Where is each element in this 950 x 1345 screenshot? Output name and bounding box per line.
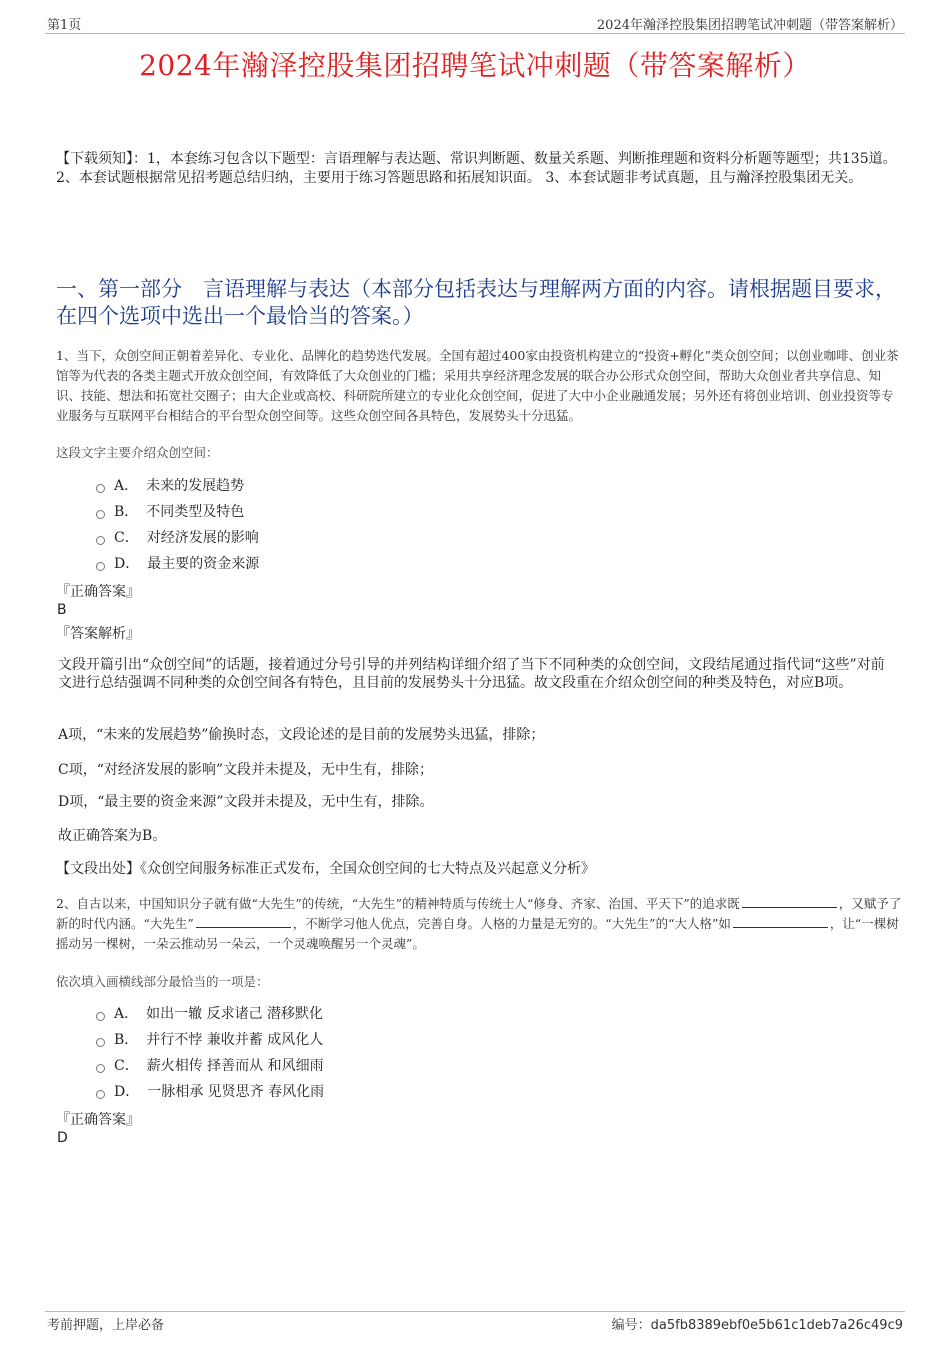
option-text: 一脉相承 见贤思齐 春风化雨 bbox=[147, 1084, 325, 1100]
question-1-option-d[interactable] bbox=[96, 550, 259, 576]
question-2-text-part: ，又赋予了新的时代内涵。“大先生” bbox=[56, 896, 902, 931]
question-2-answer: D bbox=[57, 1130, 68, 1146]
question-2-text bbox=[56, 894, 904, 954]
question-1-answer-label: 『正确答案』 bbox=[56, 584, 140, 600]
option-text: 如出一辙 反求诸己 潜移默化 bbox=[146, 1006, 324, 1022]
header-divider bbox=[45, 33, 905, 34]
question-1-options bbox=[96, 472, 259, 576]
question-2-option-c[interactable] bbox=[96, 1052, 324, 1078]
question-1-source: 【文段出处】《众创空间服务标准正式发布，全国众创空间的七大特点及兴起意义分析》 bbox=[56, 861, 595, 877]
option-text: 对经济发展的影响 bbox=[146, 530, 259, 546]
option-letter: A． bbox=[114, 478, 139, 494]
question-1-analysis-main: 文段开篇引出“众创空间”的话题，接着通过分号引导的并列结构详细介绍了当下不同种类的众创空间，文段结尾通过指代词“这些”对前文进行总结强调不同种类的众创空间各有特色，且目前的发展势头十分迅猛。故文段重在介绍众创空间的种类及特色，对应B项。 bbox=[58, 657, 885, 691]
footer-code bbox=[612, 1314, 903, 1333]
option-text: 并行不悖 兼收并蓄 成风化人 bbox=[146, 1032, 324, 1048]
option-letter: B． bbox=[114, 504, 139, 520]
option-text: 未来的发展趋势 bbox=[146, 478, 245, 494]
radio-icon[interactable] bbox=[96, 510, 105, 519]
question-1-answer: B bbox=[57, 602, 67, 618]
footer-code-label: 编号： bbox=[611, 1318, 651, 1333]
question-1-analysis-c: C项，“对经济发展的影响”文段并未提及，无中生有，排除； bbox=[58, 762, 434, 778]
option-letter: C． bbox=[114, 530, 139, 546]
question-2-option-a[interactable] bbox=[96, 1000, 324, 1026]
option-letter: D． bbox=[114, 556, 140, 572]
question-1-text: 1、当下，众创空间正朝着差异化、专业化、品牌化的趋势迭代发展。全国有超过400家由投资机构建立的“投资+孵化”类众创空间；以创业咖啡、创业茶馆等为代表的各类主题式开放众创空间，有效降低了大众创业的门槛；采用共享经济理念发展的联合办公形式众创空间，帮助大众创业者共享信息、知识、技能、想法和拓宽社交圈子；由大企业或高校、科研院所建立的专业化众创空间，促进了大中小企业融通发展；另外还有将创业培训、创业投资等专业服务与互联网平台相结合的平台型众创空间等。这些众创空间各具特色，发展势头十分迅猛。 bbox=[56, 348, 899, 423]
question-1-prompt: 这段文字主要介绍众创空间： bbox=[56, 445, 219, 460]
question-2-text-part: 2、自古以来，中国知识分子就有做“大先生”的传统，“大先生”的精神特质与传统士人“修身、齐家、治国、平天下”的追求既 bbox=[56, 896, 740, 911]
radio-icon[interactable] bbox=[96, 1090, 105, 1099]
question-2-text-part: ，让“一棵树摇动另一棵树，一朵云推动另一朵云，一个灵魂唤醒另一个灵魂”。 bbox=[56, 916, 899, 951]
footer-divider bbox=[45, 1311, 905, 1312]
question-2-options bbox=[96, 1000, 324, 1104]
radio-icon[interactable] bbox=[96, 484, 105, 493]
option-letter: D． bbox=[114, 1084, 140, 1100]
fill-blank bbox=[733, 915, 828, 928]
radio-icon[interactable] bbox=[96, 536, 105, 545]
option-text: 不同类型及特色 bbox=[146, 504, 245, 520]
radio-icon[interactable] bbox=[96, 1012, 105, 1021]
question-1-option-c[interactable] bbox=[96, 524, 259, 550]
question-1-option-b[interactable] bbox=[96, 498, 259, 524]
radio-icon[interactable] bbox=[96, 1064, 105, 1073]
header-page-number: 第1页 bbox=[47, 18, 82, 33]
download-notice: 【下载须知】：1，本套练习包含以下题型：言语理解与表达题、常识判断题、数量关系题、判断推理题和资料分析题等题型；共135道。 2、本套试题根据常见招考题总结归纳，主要用于练习答题思路和拓展知识面。 3、本套试题非考试真题，且与瀚泽控股集团无关。 bbox=[56, 151, 897, 186]
fill-blank bbox=[196, 915, 291, 928]
question-2-text-part: ，不断学习他人优点，完善自身。人格的力量是无穷的。“大先生”的“大人格”如 bbox=[292, 916, 731, 931]
section-heading: 一、第一部分 言语理解与表达（本部分包括表达与理解两方面的内容。请根据题目要求，在四个选项中选出一个最恰当的答案。） bbox=[56, 277, 896, 328]
fill-blank bbox=[742, 895, 837, 908]
footer-code-value: da5fb8389ebf0e5b61c1deb7a26c49c9 bbox=[650, 1318, 903, 1333]
question-1-analysis-d: D项，“最主要的资金来源”文段并未提及，无中生有，排除。 bbox=[58, 794, 434, 810]
radio-icon[interactable] bbox=[96, 562, 105, 571]
option-text: 最主要的资金来源 bbox=[147, 556, 260, 572]
question-1-analysis-a: A项，“未来的发展趋势”偷换时态，文段论述的是目前的发展势头迅猛，排除； bbox=[58, 727, 545, 743]
header-doc-title: 2024年瀚泽控股集团招聘笔试冲刺题（带答案解析） bbox=[596, 18, 903, 33]
footer-slogan: 考前押题，上岸必备 bbox=[47, 1318, 165, 1333]
option-letter: C． bbox=[114, 1058, 139, 1074]
question-1-option-a[interactable] bbox=[96, 472, 259, 498]
question-2-option-d[interactable] bbox=[96, 1078, 324, 1104]
option-letter: A． bbox=[114, 1006, 139, 1022]
question-1-analysis-label: 『答案解析』 bbox=[56, 626, 140, 642]
page-title: 2024年瀚泽控股集团招聘笔试冲刺题（带答案解析） bbox=[139, 49, 811, 82]
radio-icon[interactable] bbox=[96, 1038, 105, 1047]
question-2-prompt: 依次填入画横线部分最恰当的一项是： bbox=[56, 974, 269, 989]
option-letter: B． bbox=[114, 1032, 139, 1048]
question-1-analysis-conclusion: 故正确答案为B。 bbox=[58, 828, 167, 844]
question-2-answer-label: 『正确答案』 bbox=[56, 1112, 140, 1128]
option-text: 薪火相传 择善而从 和风细雨 bbox=[146, 1058, 324, 1074]
question-2-option-b[interactable] bbox=[96, 1026, 324, 1052]
